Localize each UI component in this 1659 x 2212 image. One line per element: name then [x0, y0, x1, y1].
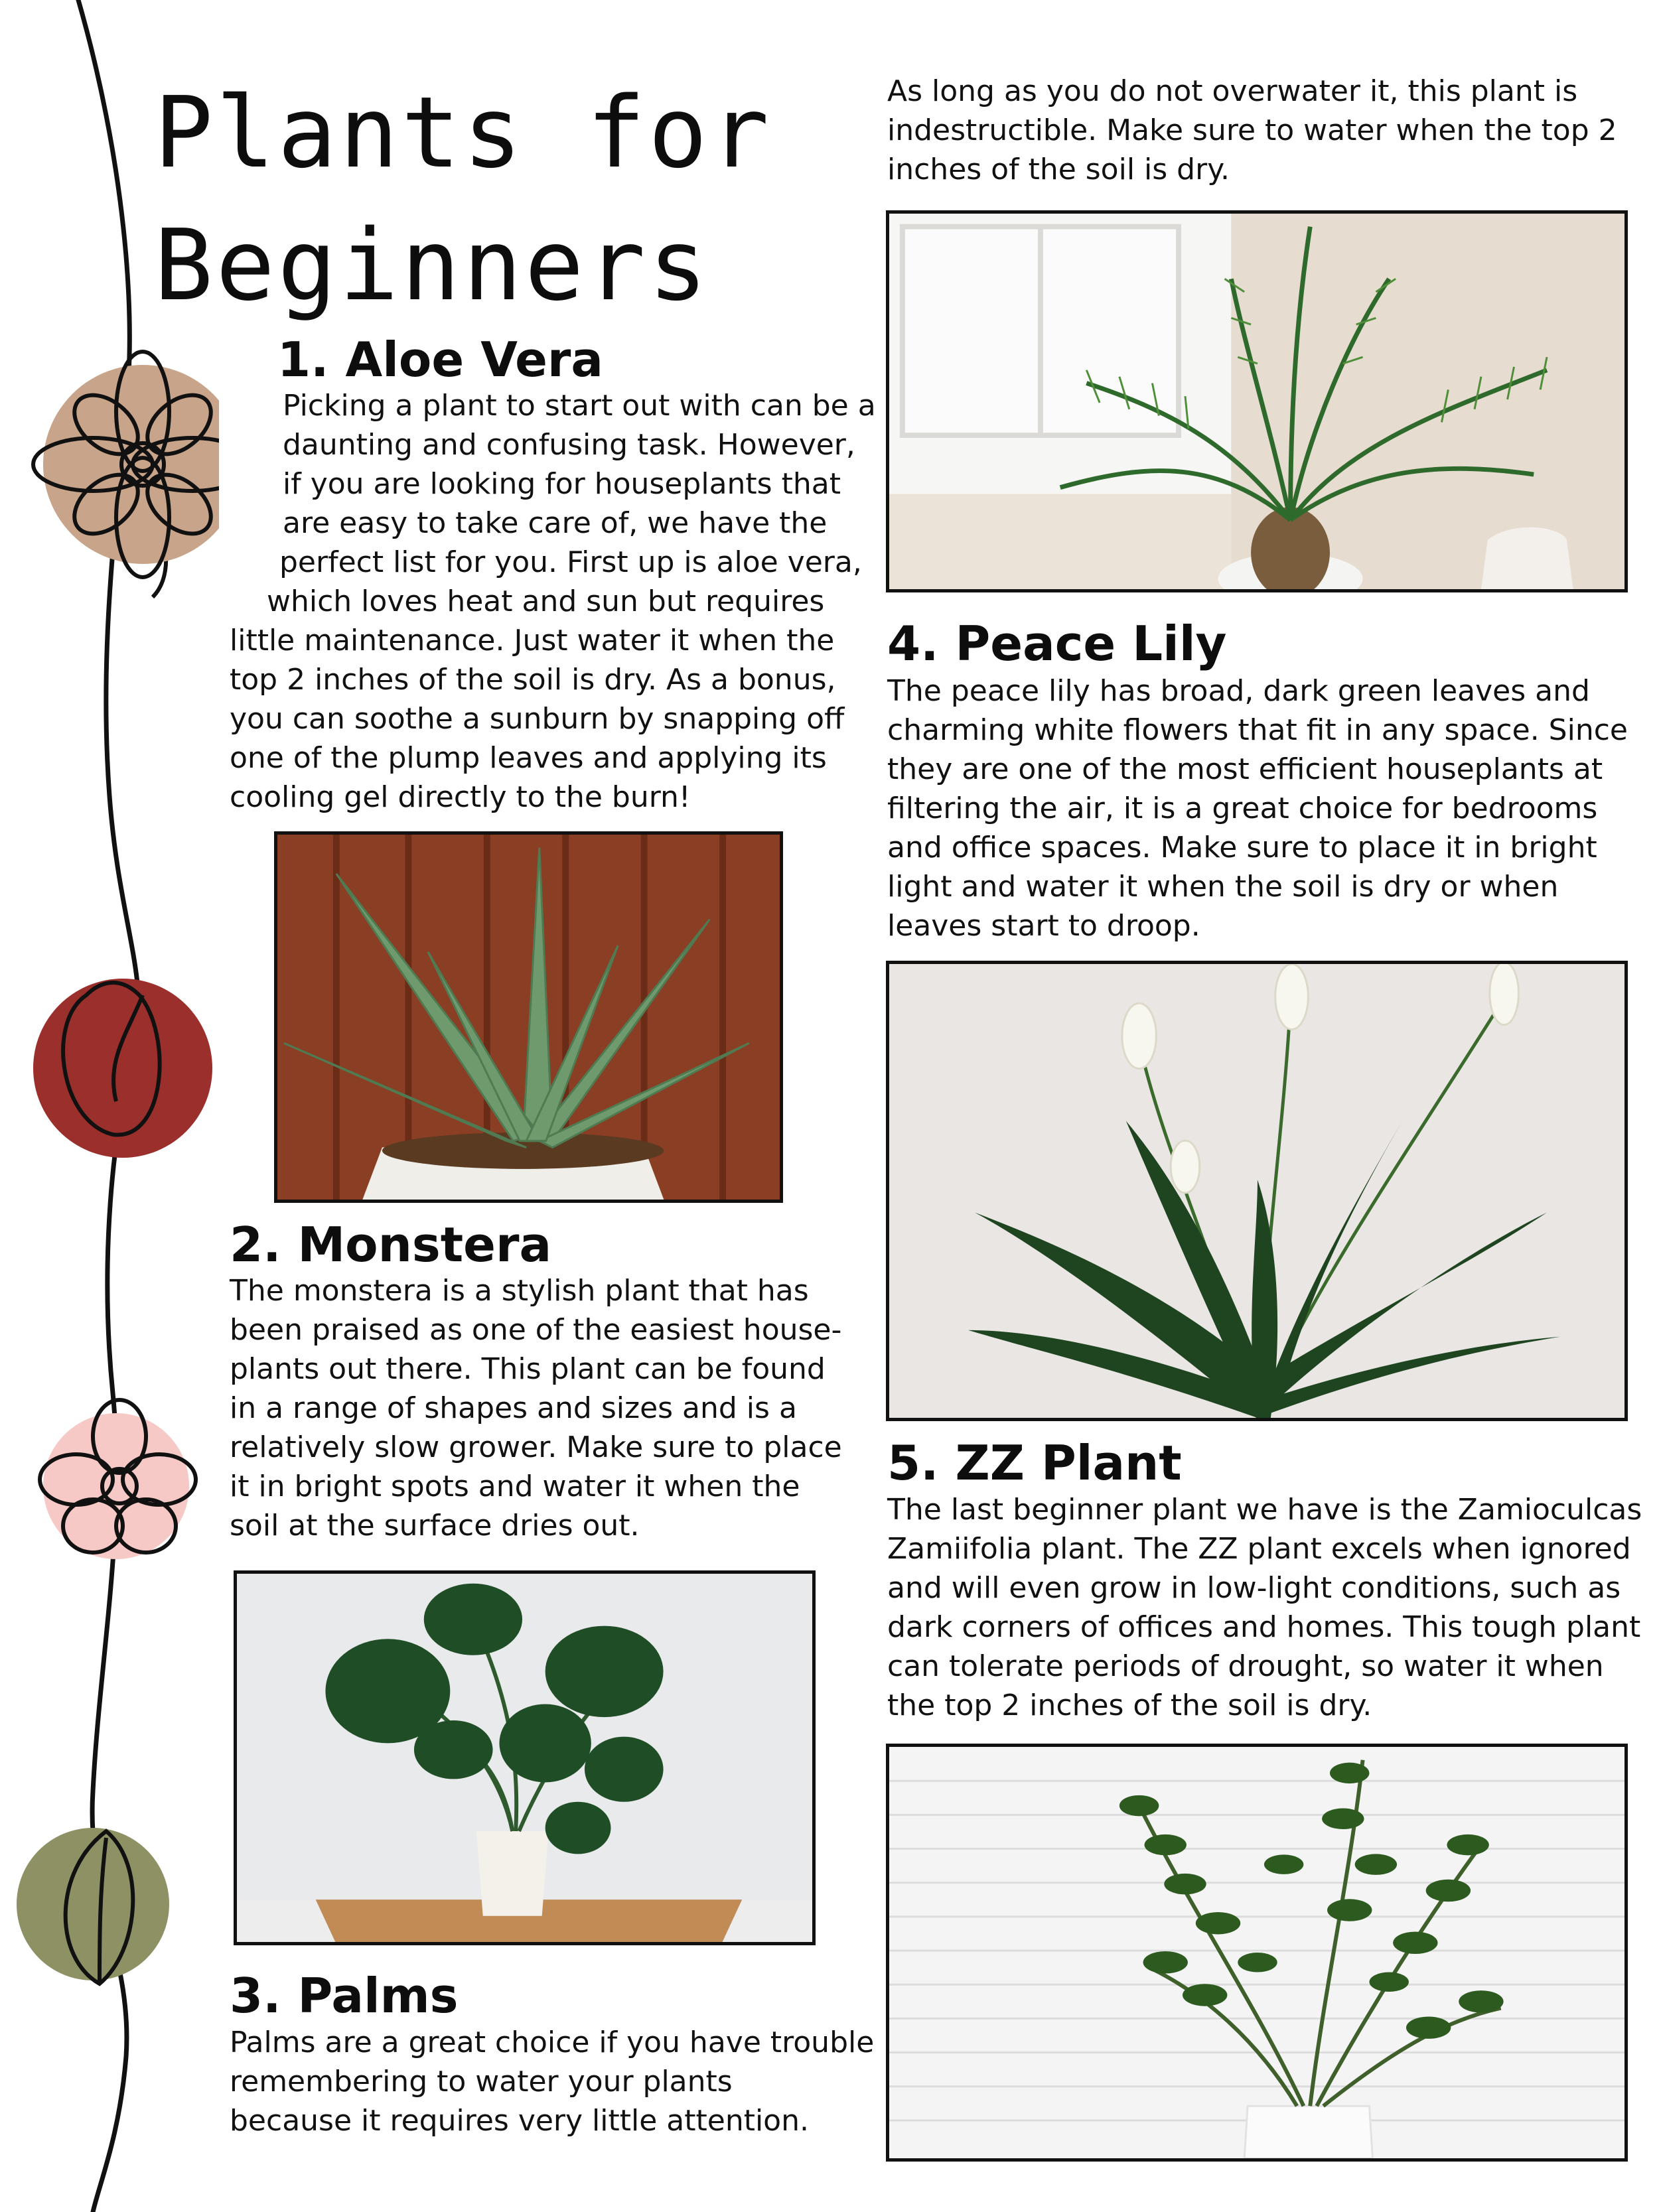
text-line: perfect list for you. First up is aloe vera, — [279, 545, 862, 579]
text-line: little maintenance. Just water it when the — [230, 624, 835, 657]
heading-palms: 3. Palms — [230, 1968, 459, 2024]
text-line: which loves heat and sun but requires — [267, 585, 825, 618]
text-line: because it requires very little attention. — [230, 2104, 809, 2138]
text-line: soil at the surface dries out. — [230, 1509, 640, 1543]
text-line: been praised as one of the easiest house- — [230, 1313, 842, 1347]
text-line: inches of the soil is dry. — [887, 153, 1230, 186]
text-line: and will even grow in low-light conditions, such as — [887, 1571, 1621, 1605]
text-line: leaves start to droop. — [887, 909, 1200, 943]
text-line: indestructible. Make sure to water when the top 2 — [887, 113, 1617, 147]
tan-flower-icon — [33, 352, 219, 577]
heading-peace-lily: 4. Peace Lily — [887, 616, 1227, 671]
monstera-photo — [234, 1570, 816, 1945]
text-line: they are one of the most efficient houseplants at — [887, 752, 1603, 786]
text-line: Palms are a great choice if you have trouble — [230, 2026, 875, 2059]
text-line: light and water it when the soil is dry or when — [887, 870, 1559, 904]
text-line: can tolerate periods of drought, so water it when — [887, 1649, 1604, 1683]
red-berry-icon — [33, 979, 212, 1158]
text-line: it in bright spots and water it when the — [230, 1470, 800, 1503]
text-line: remembering to water your plants — [230, 2065, 733, 2099]
paragraph-monstera — [230, 1271, 853, 1545]
text-line: cooling gel directly to the burn! — [230, 780, 691, 814]
text-line: The peace lily has broad, dark green leaves and — [887, 674, 1590, 708]
text-line: top 2 inches of the soil is dry. As a bonus, — [230, 663, 836, 697]
olive-leaf-icon — [17, 1828, 169, 1984]
text-line: dark corners of offices and homes. This tough plant — [887, 1610, 1641, 1644]
text-line: if you are looking for houseplants that — [283, 467, 841, 501]
paragraph-peace-lily — [887, 671, 1637, 945]
pink-flower-icon — [40, 1400, 196, 1559]
paragraph-zz-plant — [887, 1490, 1642, 1725]
text-line: The monstera is a stylish plant that has — [230, 1274, 809, 1308]
peace-lily-photo — [886, 961, 1628, 1421]
heading-aloe-vera: 1. Aloe Vera — [277, 332, 603, 387]
text-line: The last beginner plant we have is the Zamioculcas — [887, 1493, 1642, 1527]
paragraph-aloe-vera — [230, 386, 876, 817]
heading-monstera: 2. Monstera — [230, 1217, 552, 1273]
text-line: the top 2 inches of the soil is dry. — [887, 1689, 1372, 1722]
title-line-1: Plants for — [154, 76, 772, 190]
paragraph-palms — [230, 2023, 875, 2140]
heading-zz-plant: 5. ZZ Plant — [887, 1435, 1182, 1491]
text-line: you can soothe a sunburn by snapping off — [230, 702, 845, 736]
paragraph-palms-continued — [887, 72, 1637, 189]
text-line: charming white flowers that fit in any space. Since — [887, 713, 1628, 747]
text-line: relatively slow grower. Make sure to place — [230, 1430, 842, 1464]
page-title — [154, 66, 884, 332]
title-line-2: Beginners — [154, 208, 710, 322]
text-line: Zamiifolia plant. The ZZ plant excels when ignored — [887, 1532, 1631, 1566]
text-line: Picking a plant to start out with can be a — [283, 389, 876, 423]
text-line: filtering the air, it is a great choice for bedrooms — [887, 792, 1598, 825]
palm-photo — [886, 210, 1628, 592]
text-line: one of the plump leaves and applying its — [230, 741, 827, 775]
text-line: As long as you do not overwater it, this plant is — [887, 74, 1578, 108]
text-line: and office spaces. Make sure to place it in bright — [887, 831, 1597, 864]
text-line: in a range of shapes and sizes and is a — [230, 1391, 797, 1425]
aloe-vera-photo — [274, 831, 783, 1203]
vine-decoration — [0, 0, 219, 2212]
text-line: are easy to take care of, we have the — [283, 506, 828, 540]
text-line: plants out there. This plant can be found — [230, 1352, 826, 1386]
text-line: daunting and confusing task. However, — [283, 428, 855, 462]
zz-plant-photo — [886, 1744, 1628, 2162]
